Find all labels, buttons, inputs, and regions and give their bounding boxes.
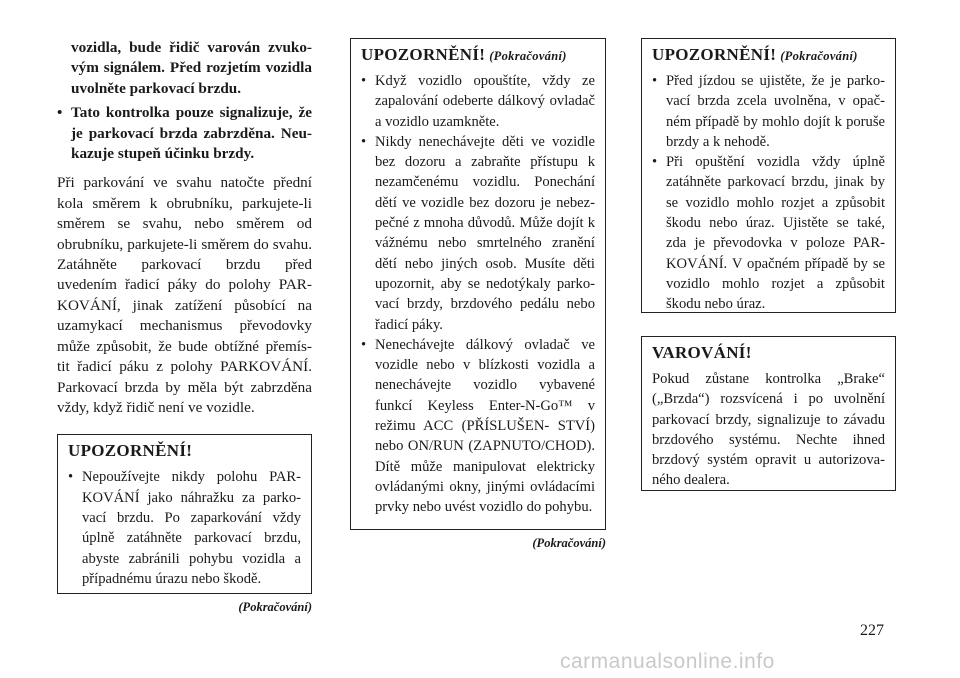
continued-label: (Pokračování) xyxy=(238,600,312,615)
warning-subtitle: (Pokračování) xyxy=(489,49,567,63)
caution-text: Pokud zůstane kontrolka „Brake“ („Brzda“) rozsvícená i po uvolnění parkovací brzdy, signalizuje to závadu brzdového systému. Nechte ihned brzdový systém opravit u autorizova- ného dealera. xyxy=(652,371,885,489)
warning-item xyxy=(652,71,885,152)
column-1 xyxy=(57,38,312,615)
column-3 xyxy=(641,38,896,491)
warning-item xyxy=(361,132,595,335)
bullet-item xyxy=(57,103,312,164)
warning-item xyxy=(68,467,301,589)
warning-box-continued xyxy=(350,38,606,530)
warning-list xyxy=(652,71,885,315)
warning-list xyxy=(68,467,301,589)
warning-title: UPOZORNĚNÍ! (Pokračování) xyxy=(361,45,567,64)
warning-item-text: Když vozidlo opouštíte, vždy ze zapalování odeberte dálkový ovladač a vozidlo uzamkněte. xyxy=(375,73,595,130)
warning-title: UPOZORNĚNÍ! (Pokračování) xyxy=(652,45,858,64)
watermark: carmanualsonline.info xyxy=(560,650,775,673)
bullet-dot-icon: • xyxy=(57,104,63,122)
warning-item-text: Při opuštění vozidla vždy úplně zatáhněte parkovací brzdu, jinak by se vozidlo mohlo rozjet a způsobit škodu nebo úraz. Ujistěte se také, zda je převodovka v poloze PAR- KOVÁNÍ. V opačném případě by se vozidlo mohlo rozjet a způsobit škodu nebo úraz. xyxy=(666,154,885,313)
warning-item-text: Nenechávejte dálkový ovladač ve vozidle nebo v blízkosti vozidla a nenechávejte vozidlo vybavené funkcí Keyless Enter-N-Go™ v režimu ACC (PŘÍSLUŠEN- STVÍ) nebo ON/RUN (ZAPNUTO/CHOD). Dítě může manipulovat elektricky ovládanými okny, jinými ovládacími prvky nebo uvést vozidlo do pohybu. xyxy=(375,336,595,516)
bullet-dot-icon: • xyxy=(361,73,367,89)
warning-item-text: Nepoužívejte nikdy polohu PAR- KOVÁNÍ jako náhražku za parko- vací brzdu. Po zaparkování vždy úplně zatáhněte parkovací brzdu, abyste zabránili pohybu vozidla a případnému úrazu nebo škodě. xyxy=(82,469,301,587)
body-paragraph: Při parkování ve svahu natočte přední kola směrem k obrubníku, parkujete-li směrem se svahu, nebo směrem od obrubníku, parkujete-li směrem do svahu. Zatáhněte parkovací brzdu před uvedením řadicí páky do polohy PAR- KOVÁNÍ, jinak zatížení působící na uzamykací mechanismus převodovky může způsobit, že bude obtížné přemís- tit řadicí páku z polohy PARKOVÁNÍ. Parkovací brzda by měla být zabrzděna vždy, když řidič není ve vozidle. xyxy=(57,174,312,416)
warning-box xyxy=(57,434,312,594)
page-number: 227 xyxy=(860,622,884,639)
bullet-dot-icon: • xyxy=(652,154,658,171)
intro-bold-text: vozidla, bude řidič varován zvuko- vým signálem. Před rozjetím vozidla uvolněte parkovací brzdu. xyxy=(71,39,312,97)
bullet-text: Tato kontrolka pouze signalizuje, že je parkovací brzda zabrzděna. Neu- kazuje stupeň účinku brzdy. xyxy=(71,104,312,163)
warning-item xyxy=(652,152,885,314)
bullet-dot-icon: • xyxy=(361,336,367,353)
caution-box xyxy=(641,336,896,491)
bold-bullet-list xyxy=(57,103,312,164)
warning-title: UPOZORNĚNÍ! xyxy=(68,441,193,461)
warning-list xyxy=(361,71,595,518)
column-2 xyxy=(350,38,606,551)
caution-title: VAROVÁNÍ! xyxy=(652,343,752,362)
bullet-dot-icon: • xyxy=(652,73,658,89)
continued-label: (Pokračování) xyxy=(532,536,606,550)
warning-item xyxy=(361,71,595,132)
warning-item xyxy=(361,335,595,518)
warning-item-text: Před jízdou se ujistěte, že je parko- vací brzda zcela uvolněna, v opač- ném případě by mohlo dojít k poruše brzdy a k nehodě. xyxy=(666,73,885,150)
bullet-dot-icon: • xyxy=(361,133,367,150)
bullet-dot-icon: • xyxy=(68,469,74,486)
warning-box-continued xyxy=(641,38,896,313)
warning-item-text: Nikdy nenechávejte děti ve vozidle bez dozoru a zabraňte přístupu k nezamčenému vozidlu. Ponechání dětí ve vozidle bez dozoru je nebez- pečné z mnoha důvodů. Může dojít k vážnému nebo smrtelného zranění dětí nebo jiných osob. Musíte děti upozornit, aby se nedotýkaly parko- vací brzdy, brzdového pedálu nebo řadicí páky. xyxy=(375,133,595,333)
warning-subtitle: (Pokračování) xyxy=(780,49,858,63)
